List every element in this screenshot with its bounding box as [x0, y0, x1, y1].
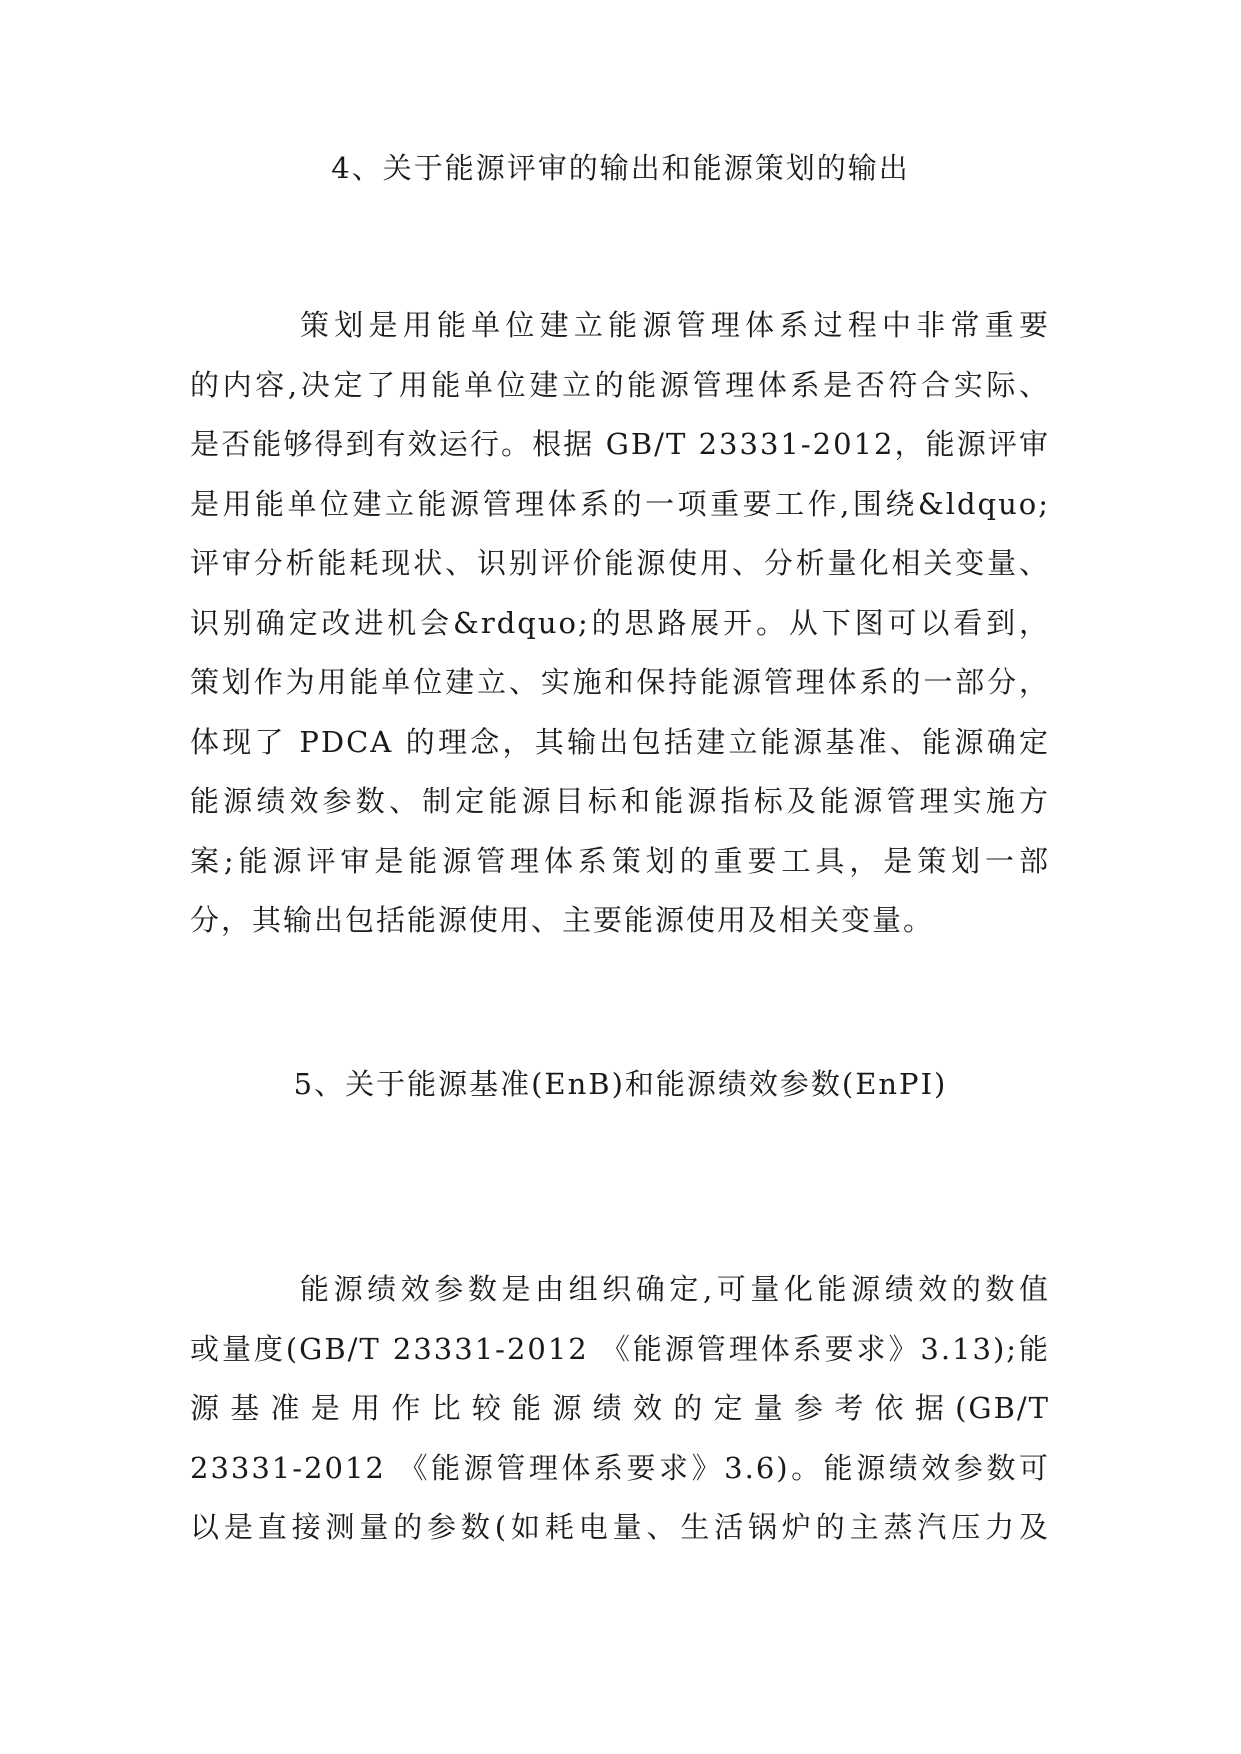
- paragraph-line: 是用能单位建立能源管理体系的一项重要工作,围绕&ldquo;: [190, 486, 1050, 521]
- paragraph-line: 案;能源评审是能源管理体系策划的重要工具，是策划一部: [190, 843, 1050, 878]
- paragraph-line: 源基准是用作比较能源绩效的定量参考依据(GB/T: [190, 1391, 1050, 1425]
- paragraph-line: 能源绩效参数、制定能源目标和能源指标及能源管理实施方: [190, 784, 1050, 818]
- paragraph-line: 或量度(GB/T 23331-2012 《能源管理体系要求》3.13);能: [190, 1331, 1050, 1366]
- paragraph-line: 分，其输出包括能源使用、主要能源使用及相关变量。: [190, 903, 935, 937]
- paragraph-line: 是否能够得到有效运行。根据 GB/T 23331-2012，能源评审: [190, 427, 1050, 461]
- paragraph-line: 识别确定改进机会&rdquo;的思路展开。从下图可以看到，: [190, 605, 1050, 640]
- paragraph-line: 23331-2012 《能源管理体系要求》3.6)。能源绩效参数可: [190, 1450, 1050, 1485]
- paragraph-line: 以是直接测量的参数(如耗电量、生活锅炉的主蒸汽压力及: [190, 1510, 1050, 1544]
- paragraph-line: 体现了 PDCA 的理念，其输出包括建立能源基准、能源确定: [190, 724, 1050, 759]
- paragraph-line: 能源绩效参数是由组织确定,可量化能源绩效的数值: [300, 1272, 1050, 1306]
- section-4-paragraph: [190, 296, 1050, 951]
- paragraph-line: 策划作为用能单位建立、实施和保持能源管理体系的一部分，: [190, 665, 1050, 699]
- paragraph-line: 策划是用能单位建立能源管理体系过程中非常重要: [300, 308, 1050, 342]
- section-4-heading: 4、关于能源评审的输出和能源策划的输出: [331, 151, 910, 185]
- section-5-heading: 5、关于能源基准(EnB)和能源绩效参数(EnPI): [293, 1067, 948, 1101]
- paragraph-line: 的内容,决定了用能单位建立的能源管理体系是否符合实际、: [190, 367, 1050, 402]
- paragraph-line: 评审分析能耗现状、识别评价能源使用、分析量化相关变量、: [190, 546, 1050, 580]
- section-5-paragraph: [190, 1260, 1050, 1558]
